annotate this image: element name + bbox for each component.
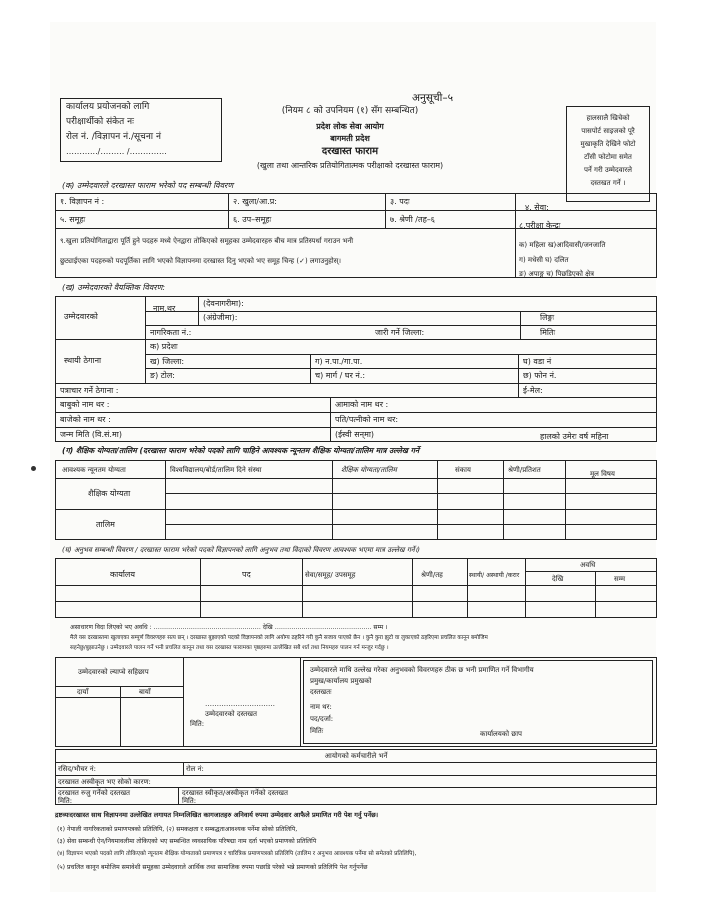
photo-line-1: हालसालै खिचेको: [586, 114, 630, 122]
col-divider: [385, 193, 386, 228]
note-item-3: (४) विज्ञापन भएको पदको लागि तोकिएको न्यूनतम शैक्षिक योग्यताको प्रमाणपत्र र चारित्रिक प्रमाणपत्रको प्रतिलिपि (तालिम र अनुभव आवश्यक पर्नेमा सो समेतको प्रतिलिपि),: [57, 851, 417, 857]
row-divider: [165, 524, 657, 525]
row-divider: [55, 697, 183, 698]
col-divider: [565, 460, 566, 540]
col-divider: [437, 460, 438, 540]
citizenship-date-field[interactable]: मितिः: [540, 328, 556, 337]
row-divider: [55, 383, 657, 384]
photo-line-2: पासपोर्ट साइजको पूरै: [581, 127, 635, 135]
note-item-4: (५) प्रचलित कानून बमोजिम समावेशी समूहका उम्मेदवारले आर्थिक तथा सामाजिक रुपमा पछाडि परेको भन्ने प्रमाणको प्रतिलिपि पेश गर्नुपर्नेछ: [57, 864, 368, 871]
tole-field[interactable]: ङ) टोल:: [150, 371, 175, 380]
row-divider: [55, 397, 657, 398]
phone-field[interactable]: छ) फोन नं.: [523, 371, 557, 380]
candidate-label: उम्मेदवारको: [64, 312, 98, 321]
verification-title: उम्मेदवारले माथि उल्लेख गरेका अनुभवको विवरणहरु ठीक छ भनी प्रमाणित गर्ने विभागीय: [310, 666, 534, 674]
edu-row-education: शैक्षिक योग्यता: [88, 489, 131, 498]
office-use-roll: रोल नं. /विज्ञापन नं./सूचना नं: [66, 132, 161, 142]
row-divider: [55, 585, 657, 586]
approved-date-field[interactable]: मिति:: [182, 797, 197, 805]
photo-line-4: टाँसी फोटोमा समेत: [584, 153, 632, 161]
verifier-date-field[interactable]: मितिः: [310, 727, 324, 735]
rule-reference: (नियम ८ को उपनियम (१) सँग सम्बन्धित): [281, 106, 419, 116]
rejection-reason-field[interactable]: दरखास्त अस्वीकृत भए सोको कारण:: [58, 778, 151, 786]
ward-field[interactable]: घ) वडा नं: [523, 357, 552, 366]
age-field[interactable]: हालको उमेरः वर्ष महिना: [540, 432, 609, 441]
signature-date-field[interactable]: मिति:: [190, 720, 205, 728]
group: ५. समूहः: [60, 215, 86, 224]
exp-period-to: सम्म: [614, 575, 626, 583]
edu-header-division: श्रेणी/प्रतिशत: [508, 466, 541, 474]
col-divider: [228, 193, 229, 228]
exp-header-level: श्रेणी/तह: [421, 571, 443, 579]
dob-ad-field[interactable]: (ईस्वी सन्‌मा): [335, 430, 375, 439]
experience-table: [55, 558, 657, 618]
section-b-title: (ख) उम्मेदवारको वैयक्तिक विवरण:: [62, 283, 166, 292]
name-english-field[interactable]: (अंग्रेजीमा):: [203, 313, 238, 322]
note-item-2: (३) सेवा सम्बन्धी ऐन/नियमावलीमा तोकिएको भए सम्बन्धित व्यवसायिक परिषद्मा नाम दर्ता भएको प्रमाणको प्रतिलिपि: [57, 838, 317, 845]
form-subtitle: (खुला तथा आन्तरिक प्रतियोगितात्मक परीक्षाको दरखास्त फाराम): [256, 161, 444, 170]
exp-header-office: कार्यालय: [110, 570, 135, 579]
receipt-field[interactable]: रसिद/भौचर नं:: [58, 765, 96, 773]
col-divider: [200, 558, 201, 618]
edu-header-major: मूल विषय: [590, 470, 615, 478]
photo-line-6: दस्तखत गर्ने ।: [590, 179, 626, 187]
thumbprint-title: उम्मेदवारको ल्याप्चे सहिछाप: [78, 668, 149, 676]
name-devanagari-field[interactable]: (देवनागरीमा):: [203, 299, 244, 308]
office-use-title: कार्यालय प्रयोजनको लागि: [66, 102, 150, 112]
col-divider: [515, 193, 516, 278]
row-divider: [55, 509, 657, 510]
name-label: नाम,थर: [153, 304, 176, 313]
col-divider: [525, 558, 526, 618]
annex-label: अनुसूची–५: [412, 92, 454, 104]
row-divider: [145, 325, 657, 326]
candidate-signature-field[interactable]: उम्मेदवारको दस्तखत: [205, 710, 257, 718]
gender-field[interactable]: लिङ्गः: [540, 313, 555, 322]
advertisement-no: १. विज्ञापन नं :: [60, 197, 105, 206]
col-divider: [412, 558, 413, 618]
col-divider: [520, 311, 521, 339]
thumb-right-label: दायाँ: [77, 688, 89, 696]
row-divider: [55, 601, 657, 602]
roll-no-field[interactable]: रोल नं:: [186, 765, 204, 773]
col-divider: [310, 354, 311, 383]
col-divider: [198, 296, 199, 325]
sub-group: ६. उप–समूहः: [233, 215, 272, 224]
col-divider: [183, 762, 184, 775]
section-a-table: [55, 193, 657, 278]
service: ४. सेवा:: [525, 203, 549, 212]
section-d-title: (घ) अनुभव सम्बन्धी विवरण / दरखास्त फाराम भरेको पदको विज्ञापनको लागि अनुभव तथा विदाको विवरण आवश्यक भएमा मात्र उल्लेख गर्ने।): [62, 546, 421, 554]
signature-dots: …………………………: [205, 700, 275, 708]
office-use-blanks: ……….../……… /…………..: [66, 147, 167, 156]
row-divider: [145, 311, 657, 312]
email-field[interactable]: ई-मेल:: [523, 386, 543, 395]
grandfather-name-field[interactable]: बाजेको नाम थर :: [60, 415, 111, 424]
col-divider: [165, 460, 166, 540]
row-divider: [165, 493, 657, 494]
col-divider: [300, 657, 301, 747]
exp-header-type: स्थायी/ अस्थायी /करार: [469, 572, 520, 579]
office-use-code: परीक्षार्थीको संकेत नः: [66, 117, 134, 127]
approved-by-field[interactable]: दरखास्त स्वीकृत/अस्वीकृत गर्नेको दस्तखत: [182, 789, 288, 797]
exp-header-post: पद: [242, 570, 251, 579]
col-divider: [467, 558, 468, 618]
exam-center: ८.परीक्षा केन्द्रः: [519, 221, 561, 230]
verifier-signature-field[interactable]: दस्तखतः: [310, 688, 332, 696]
col-divider: [330, 397, 331, 442]
thumb-left-label: बायाँ: [139, 688, 151, 696]
note-item-1: (१) नेपाली नागरिकताको प्रमाणपत्रको प्रतिलिपि, (२) समकक्षता र सम्बद्धताआवश्यक पर्नेमा सोको प्रतिलिपि,: [57, 826, 298, 833]
received-by-field[interactable]: दरखास्त रुजु गर्नेको दस्तखत: [58, 789, 131, 797]
declaration-text-2: सहनेछु/बुझाउनेछु । उम्मेदवारले पालन गर्ने भनी प्रचलित कानून तथा यस दरखास्त फारामका पृष्ठहरुमा उल्लेखित सबै शर्त तथा नियमहरु पालन गर्न मन्जुर गर्दछु ।: [70, 645, 389, 651]
edu-header-institution: विश्वविद्यालय/बोर्ड/तालिम दिने संस्था: [170, 466, 262, 474]
edu-header-qualification: शैक्षिक योग्यता/तालिम: [341, 466, 397, 474]
inclusion-text-2: छुट्याईएका पदहरुको पदपूर्तिका लागि भएको विज्ञापनमा दरखास्त दिनु भएको भए समूह चिन्ह (✓) लगाउनुहोस्।: [60, 257, 342, 265]
col-divider: [332, 460, 333, 540]
mailing-address-field[interactable]: पत्राचार गर्ने ठेगाना :: [60, 386, 119, 395]
col-divider: [178, 787, 179, 805]
exp-period-from: देखि: [552, 575, 564, 583]
district-field[interactable]: ख) जिल्ला:: [150, 357, 185, 366]
edu-header-min-qual: आवश्यक न्यूनतम योग्यता: [62, 466, 126, 474]
col-divider: [595, 571, 596, 618]
exp-header-period: अवधि: [580, 561, 596, 569]
section-a-title: (क) उम्मेदवारले दरखास्त फाराम भरेको पद सम्बन्धी विवरण: [62, 181, 234, 190]
row-divider: [55, 427, 657, 428]
dob-bs-field[interactable]: जन्म मिति (वि.सं.मा): [60, 430, 122, 439]
col-divider: [302, 558, 303, 618]
col-divider: [503, 460, 504, 540]
row-divider: [55, 762, 657, 763]
row-divider: [55, 787, 657, 788]
class-level: ७. श्रेणी /तह–६: [390, 215, 435, 224]
col-divider: [518, 354, 519, 397]
spouse-name-field[interactable]: पति/पत्नीको नाम थर:: [335, 415, 399, 424]
row-divider: [55, 775, 657, 776]
issued-district-field[interactable]: जारी गर्ने जिल्ला:: [375, 328, 425, 337]
row-divider: [145, 368, 657, 369]
row-divider: [55, 228, 657, 229]
col-divider: [183, 657, 184, 747]
mother-name-field[interactable]: आमाको नाम थर :: [335, 400, 389, 409]
row-divider: [55, 210, 657, 211]
col-divider: [120, 686, 121, 747]
verifier-post-field[interactable]: पद/दर्जा:: [310, 715, 334, 723]
road-field[interactable]: च) मार्ग / घर नं.:: [315, 371, 366, 380]
commission-name: प्रदेश लोक सेवा आयोग: [316, 122, 384, 131]
inclusion-groups-2[interactable]: ग) मधेसी घ) दलित: [519, 256, 569, 264]
edu-row-training: तालिम: [96, 520, 115, 529]
permanent-address-label: स्थायी ठेगाना: [64, 356, 102, 365]
row-divider: [525, 571, 657, 572]
declaration-text-1: मैले यस दरखास्तमा खुलाएका सम्पूर्ण विवरणहरु सत्य छन् । दरखास्त बुझाएको पदको विज्ञापनको लागि अयोग्य ठहरिने गरी कुनै सजाय पाएको छैन । कुनै कुरा झुटो वा लुकाएको ठहरिएमा प्रचलित कानून बमोजिम: [70, 635, 488, 641]
post: ३. पदः: [390, 197, 410, 206]
inclusion-groups-1[interactable]: क) महिला ख)आदिवासी/जनजाति: [519, 241, 606, 249]
received-date-field[interactable]: मिति:: [58, 797, 73, 805]
open-internal: २. खुला/आ.प्र:: [233, 197, 277, 206]
province-name: बागमती प्रदेश: [330, 134, 370, 143]
office-staff-title: आयोगको कर्मचारीले भर्ने: [324, 752, 388, 760]
verifier-name-field[interactable]: नाम थर:: [310, 703, 332, 711]
leave-period-line: असाधारण विदा लिएको भए अवधि : ……………………………………………. देखि ……………………………………….. सम्म ।: [70, 624, 388, 631]
row-divider: [55, 686, 183, 687]
municipality-field[interactable]: ग) न.पा./गा.पा.: [315, 357, 363, 366]
row-divider: [145, 354, 657, 355]
photo-line-5: पर्ने गरी उम्मेदवारले: [583, 166, 633, 174]
father-name-field[interactable]: बाबुको नाम थर :: [60, 400, 110, 409]
row-divider: [55, 412, 657, 413]
notes-title: द्रष्टव्यःदरखास्त साथ विज्ञापनमा उल्लेखित लगायत निम्नलिखित कागजातहरु अनिवार्य रुपमा उम्मेदवार आफैले प्रमाणित गरी पेश गर्नु पर्नेछ।: [55, 811, 379, 819]
photo-line-3: मुखाकृति देखिने फोटो: [580, 140, 636, 148]
exp-header-service: सेवा/समूह/ उपसमूह: [305, 571, 356, 579]
province-field[interactable]: क) प्रदेशः: [150, 342, 178, 351]
form-title: दरखास्त फाराम: [321, 146, 379, 157]
edu-header-faculty: संकाय: [455, 466, 471, 474]
citizenship-field[interactable]: नागरिकता नं.:: [150, 328, 192, 337]
right-thumbprint-area[interactable]: [60, 700, 118, 744]
punch-hole: [31, 466, 36, 471]
row-divider: [55, 478, 657, 479]
col-divider: [145, 296, 146, 383]
photo-instructions: [566, 112, 650, 190]
office-stamp-label: कार्यालयको छाप: [480, 730, 522, 738]
inclusion-text-1: ९.खुला प्रतियोगिताद्वारा पूर्ति हुने पदहरु मध्ये ऐनद्वारा तोकिएको समूहका उम्मेदवारहरु बीच मात्र प्रतिस्पर्धा गराउन भनी: [60, 237, 354, 245]
verification-head: प्रमुख/कार्यालय प्रमुखको: [310, 677, 372, 685]
inclusion-groups-3[interactable]: ङ) अपाङ्ग च) पिछडिएको क्षेत्र: [519, 270, 595, 278]
section-c-title: (ग) शैक्षिक योग्यता/तालिम (दरखास्त फाराम भरेको पदको लागि चाहिने आवश्यक न्यूनतम शैक्षिक योग्यता/तालिम मात्र उल्लेख गर्ने: [62, 446, 420, 455]
left-thumbprint-area[interactable]: [123, 700, 181, 744]
